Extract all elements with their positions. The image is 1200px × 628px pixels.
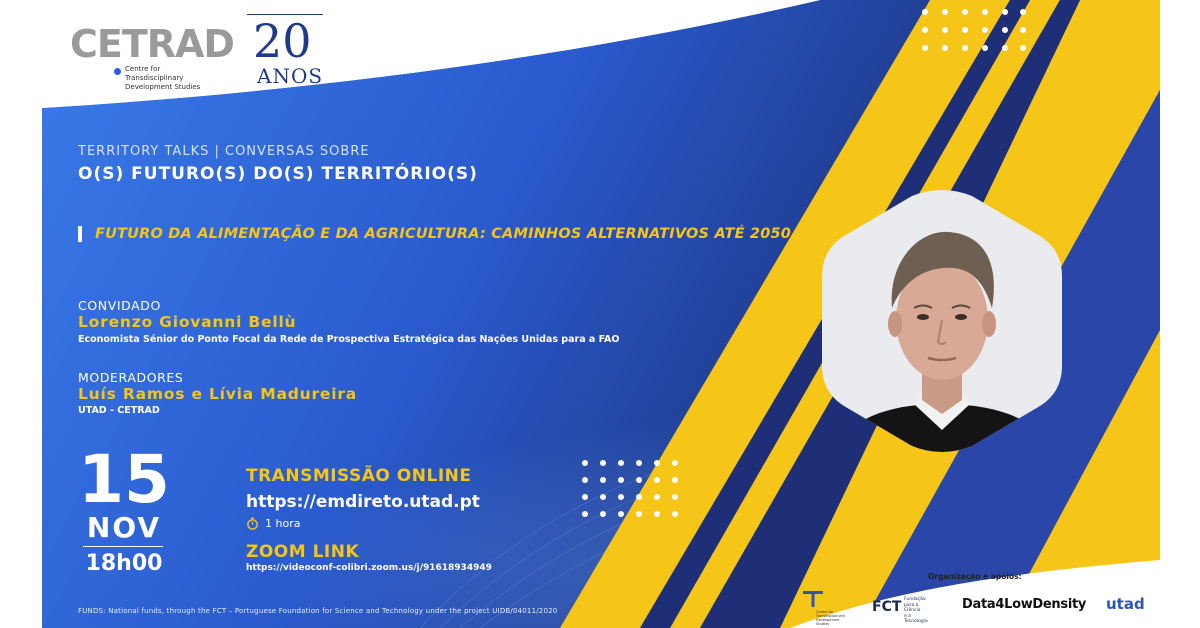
utad-logo: utad <box>1106 595 1145 613</box>
data4lowdensity-logo: Data4LowDensity <box>962 597 1087 612</box>
cetrad-t-logo: Centre for Transdisciplinary Development Studies <box>802 590 842 626</box>
anniversary-word: ANOS <box>257 64 324 88</box>
stream-link[interactable]: https://emdireto.utad.pt <box>246 492 480 512</box>
guest-role: Economista Sénior do Ponto Focal da Rede de Prospectiva Estratégica das Nações Unidas para a FAO <box>78 334 620 345</box>
stopwatch-icon <box>246 517 259 530</box>
series-title: O(S) FUTURO(S) DO(S) TERRITÓRIO(S) <box>78 164 478 184</box>
event-time: 18h00 <box>85 551 163 576</box>
cetrad-logo <box>70 22 234 92</box>
talk-topic: FUTURO DA ALIMENTAÇÃO E DA AGRICULTURA: CAMINHOS ALTERNATIVOS ATÉ 2050 <box>95 226 792 242</box>
fct-logo: FCT Fundação para a Ciência e a Tecnologia <box>872 597 928 624</box>
transmission-title: TRANSMISSÃO ONLINE <box>246 466 472 486</box>
t-logo-icon <box>802 590 824 608</box>
event-duration: 1 hora <box>265 517 301 530</box>
funding-note: FUNDS: National funds, through the FCT – Portuguese Foundation for Science and Technology under the project UIDB/04011/2020 <box>78 607 558 615</box>
cetrad-subtitle: Centre for Transdisciplinary Development Studies <box>125 65 201 91</box>
moderators-affiliation: UTAD - CETRAD <box>78 405 160 416</box>
anniversary-number: 20 <box>253 14 312 68</box>
speaker-photo <box>822 190 1062 452</box>
series-label: TERRITORY TALKS | CONVERSAS SOBRE <box>78 144 370 159</box>
topic-marker <box>78 226 82 242</box>
anniversary-logo <box>247 14 325 92</box>
sponsors-label: Organização e apoios: <box>928 572 1022 581</box>
zoom-title: ZOOM LINK <box>246 542 360 562</box>
zoom-link[interactable]: https://videoconf-colibri.zoom.us/j/91618934949 <box>246 563 492 573</box>
cetrad-wordmark: CETRAD <box>70 22 234 66</box>
event-day: 15 <box>78 441 170 518</box>
moderators-names: Luís Ramos e Lívia Madureira <box>78 385 358 403</box>
date-divider <box>83 546 163 547</box>
guest-name: Lorenzo Giovanni Bellù <box>78 313 297 331</box>
guest-label: CONVIDADO <box>78 298 161 313</box>
event-month: NOV <box>86 511 162 544</box>
cetrad-dot-icon <box>114 68 121 75</box>
moderators-label: MODERADORES <box>78 370 184 385</box>
